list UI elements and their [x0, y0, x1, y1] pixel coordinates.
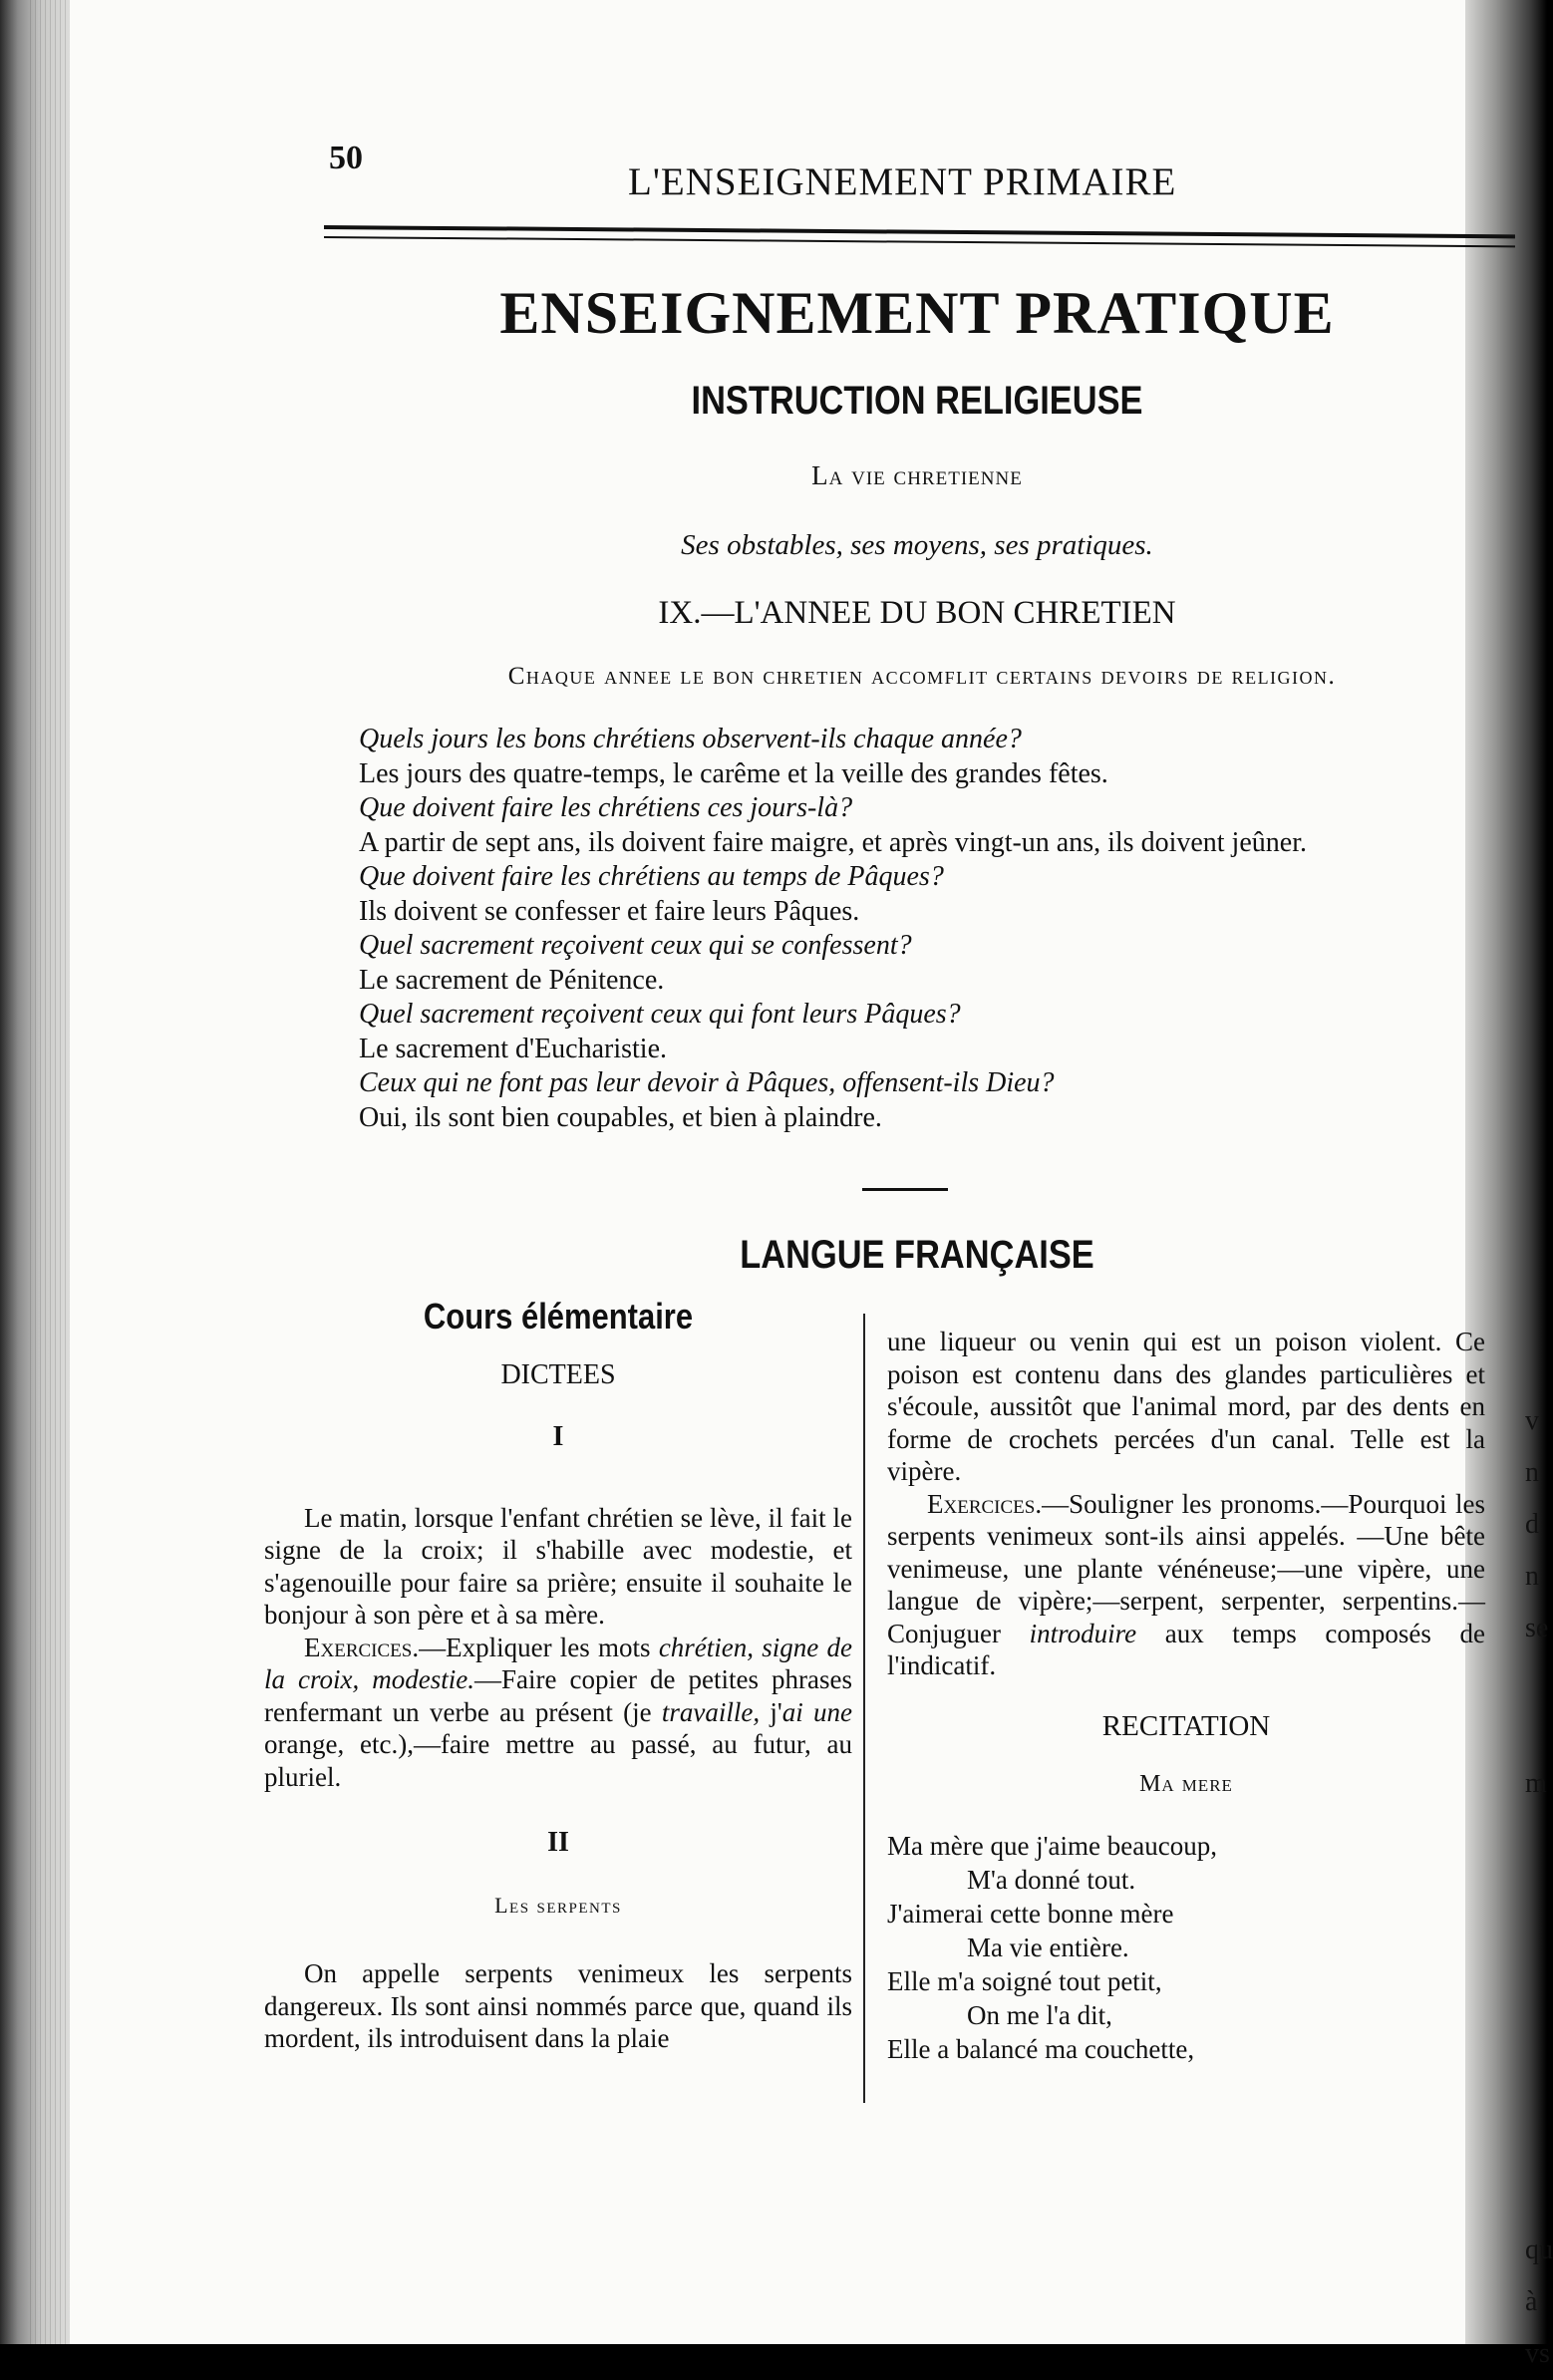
exercises-text: orange, etc.),—faire mettre au passé, au futur, au pluriel. [264, 1729, 852, 1792]
column-divider [863, 1314, 865, 2103]
catechism-answer: Le sacrement d'Eucharistie. [359, 1033, 668, 1064]
edge-letter [1525, 1914, 1547, 1965]
dictee-text: Le matin, lorsque l'enfant chrétien se lève, il fait le signe de la croix; il s'habille avec modestie, et s'agenouille pour faire sa prière; ensuite il souhaite le bonjour à son père et à sa mère. [264, 1502, 852, 1630]
exercises-text: j' [760, 1696, 782, 1727]
section-subtitle: INSTRUCTION RELIGIEUSE [691, 379, 1143, 423]
edge-letter [1525, 1862, 1547, 1914]
edge-letter: n [1525, 1457, 1539, 1488]
section-title: ENSEIGNEMENT PRATIQUE [499, 280, 1335, 346]
poem-line: On me l'a dit, [967, 1999, 1112, 2030]
dictee-text-continued: une liqueur ou venin qui est un poison violent. Ce poison est contenu dans des glandes particulières et s'écoule, aussitôt que l'animal mord, par des dents en forme de crochets percées d'un canal. Telle est la vipère. [887, 1327, 1485, 1486]
edge-letter: se [1525, 1613, 1549, 1643]
edge-letter [1525, 2173, 1547, 2225]
poem-line: Elle a balancé ma couchette, [887, 2033, 1195, 2064]
dictee-number: I [552, 1421, 564, 1452]
poem-line: J'aimerai cette bonne mère [887, 1898, 1174, 1929]
exercises-text: —Faire copier de petites phrases renfermant un verbe au présent (je [264, 1664, 853, 1727]
edge-letter [1525, 2017, 1547, 2069]
left-column [264, 1296, 853, 2055]
catechism-question: Quels jours les bons chrétiens observent-ils chaque année? [359, 724, 1022, 754]
recitation-heading: RECITATION [1101, 1709, 1271, 1742]
poem-title: Ma mere [1139, 1771, 1233, 1797]
dictee-title: Les serpents [494, 1892, 622, 1918]
edge-letter [1525, 2121, 1547, 2173]
cours-heading: Cours élémentaire [423, 1296, 694, 1337]
poem-line: M'a donné tout. [967, 1864, 1136, 1895]
catechism-question: Que doivent faire les chrétiens ces jours-là? [359, 792, 853, 823]
chapter-heading: IX.—L'ANNEE DU BON CHRETIEN [658, 595, 1176, 631]
dictee-text: On appelle serpents venimeux les serpents dangereux. Ils sont ainsi nommés parce que, quand ils mordent, ils introduisent dans la plaie [264, 1958, 852, 2053]
topic-heading: La vie chretienne [811, 460, 1023, 490]
chapter-lead: Chaque annee le bon chretien accomflit certains devoirs de religion. [507, 663, 1337, 690]
catechism-block [359, 723, 1445, 1135]
edge-letter: à [1525, 2286, 1538, 2317]
edge-letter: m [1525, 1768, 1547, 1799]
poem [887, 1829, 1485, 2066]
exercises-paragraph [264, 1632, 852, 1794]
edge-letter: vs [1525, 2338, 1550, 2369]
facing-page-letters [1525, 1395, 1553, 2380]
poem-line: Elle m'a soigné tout petit, [887, 1965, 1162, 1996]
page-number: 50 [329, 140, 363, 176]
edge-letter: n [1525, 1561, 1539, 1592]
exercises-text: —Expliquer les mots [419, 1632, 659, 1662]
dictee-number: II [547, 1827, 569, 1858]
exercises-text: aux temps composés de l'indicatif. [887, 1618, 1485, 1680]
catechism-question: Ceux qui ne font pas leur devoir à Pâques, offensent-ils Dieu? [359, 1067, 1055, 1098]
edge-letter [1525, 1706, 1547, 1758]
exercises-italic: introduire [1029, 1618, 1137, 1648]
catechism-answer: Oui, ils sont bien coupables, et bien à plaindre. [359, 1101, 882, 1133]
right-column [887, 1326, 1485, 2066]
exercises-text: —Souligner les pronoms.—Pourquoi les serpents venimeux sont-ils ainsi appelés. —Une bête venimeuse, une plante vénéneuse;—une vipère, une langue de vipère;—serpent, serpenter, serpentins.—Conjuguer [887, 1488, 1485, 1648]
exercises-italic: ai une [781, 1696, 852, 1727]
catechism-answer: Les jours des quatre-temps, le carême et la veille des grandes fêtes. [359, 757, 1108, 789]
catechism-answer: Le sacrement de Pénitence. [359, 964, 665, 996]
edge-letter: qu [1525, 2234, 1553, 2265]
edge-letter [1525, 1654, 1547, 1706]
poem-line: Ma mère que j'aime beaucoup, [887, 1830, 1217, 1861]
running-title: L'ENSEIGNEMENT PRIMAIRE [628, 160, 1177, 203]
catechism-question: Que doivent faire les chrétiens au temps de Pâques? [359, 861, 944, 892]
edge-letter [1525, 1965, 1547, 2017]
langue-heading: LANGUE FRANÇAISE [740, 1233, 1094, 1277]
exercises-label: Exercices. [304, 1632, 420, 1662]
exercises-italic: travaille, [661, 1696, 761, 1727]
dictees-heading: DICTEES [500, 1358, 616, 1390]
poem-line: Ma vie entière. [967, 1932, 1129, 1962]
catechism-question: Quel sacrement reçoivent ceux qui font leurs Pâques? [359, 999, 961, 1030]
edge-letter: d [1525, 1509, 1539, 1540]
topic-subheading: Ses obstables, ses moyens, ses pratiques. [681, 529, 1153, 561]
exercises-label: Exercices. [927, 1488, 1043, 1519]
catechism-answer: Ils doivent se confesser et faire leurs Pâques. [359, 895, 860, 927]
catechism-question: Quel sacrement reçoivent ceux qui se confessent? [359, 930, 912, 961]
catechism-answer: A partir de sept ans, ils doivent faire maigre, et après vingt-un ans, ils doivent jeûner. [359, 826, 1307, 858]
exercises-italic: chrétien, signe de la croix, modestie. [264, 1632, 852, 1694]
edge-letter [1525, 1810, 1547, 1862]
edge-letter [1525, 2069, 1547, 2121]
edge-letter: v [1525, 1405, 1539, 1436]
section-separator [862, 1188, 948, 1191]
exercises-paragraph [887, 1488, 1485, 1682]
